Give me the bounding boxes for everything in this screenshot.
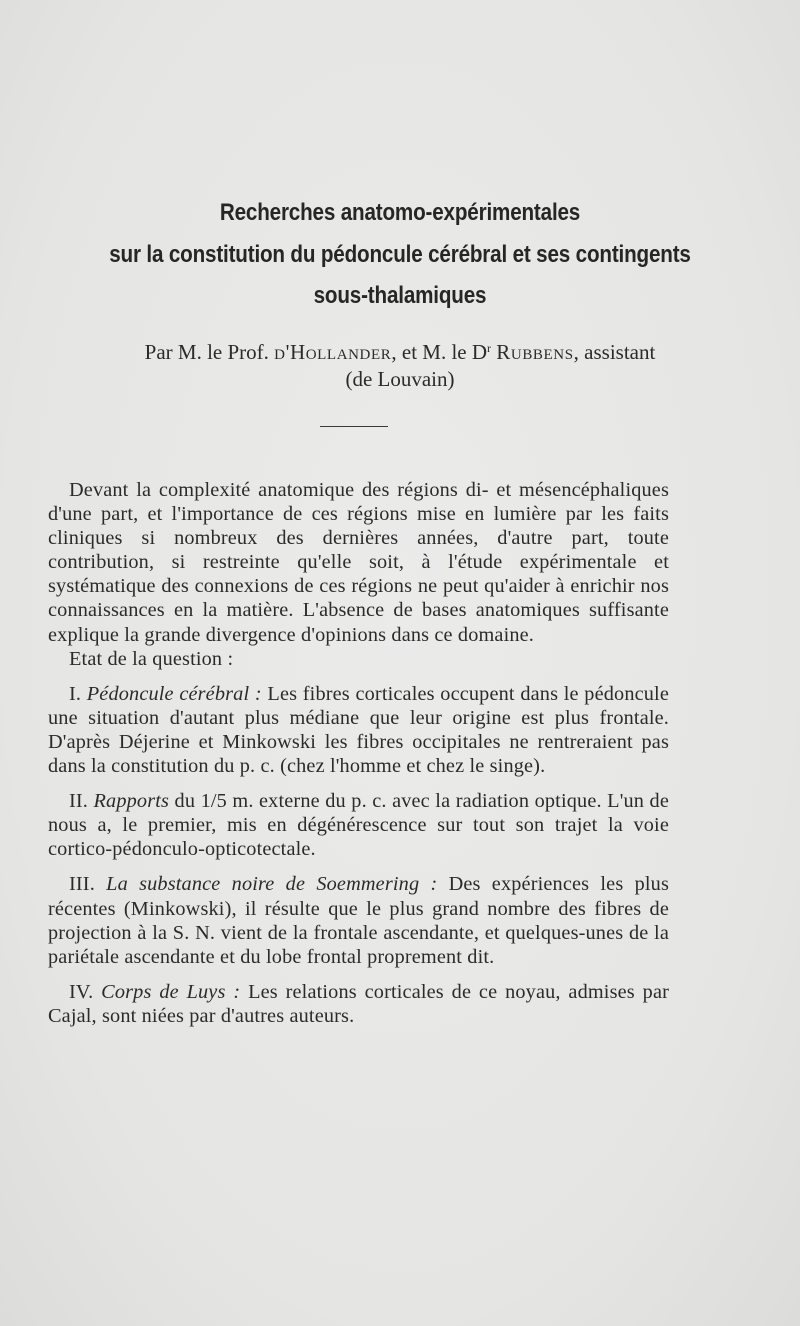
title-line-1: Recherches anatomo-expérimentales <box>219 199 581 226</box>
byline <box>0 340 800 365</box>
section-heading: Corps de Luys : <box>101 980 241 1003</box>
author-1: d'Hollander <box>274 340 392 364</box>
byline-role: , assistant <box>573 340 656 364</box>
title-line-3: sous-thalamiques <box>313 282 487 309</box>
section-1 <box>48 682 669 778</box>
section-4 <box>48 980 669 1028</box>
title-line-2: sur la constitution du pédoncule cérébral et ses contingents <box>109 241 691 268</box>
section-number: IV. <box>69 980 102 1003</box>
author-2: Rubbens <box>496 340 574 364</box>
affiliation: (de Louvain) <box>345 367 455 391</box>
section-text: du 1/5 m. externe du p. c. avec la radiation optique. L'un de nous a, le premier, mis en dégénérescence sur tout son trajet la voie cortico-pédonculo-opticotectale. <box>48 790 670 861</box>
section-heading: Rapports <box>93 790 170 813</box>
section-heading: La substance noire de Soemmering : <box>106 873 438 896</box>
section-text: Des expériences les plus récentes (Minkowski), il résulte que le plus grand nombre des fibres de projection à la S. N. vient de la frontale ascendante, et quelques-unes de la pariétale ascendante et du lobe frontal proprement dit. <box>48 873 670 968</box>
section-number: II. <box>69 790 94 813</box>
state-of-question: Etat de la question : <box>69 647 234 670</box>
section-number: I. <box>69 682 87 705</box>
dr-superscript: r <box>487 341 492 355</box>
section-text: Les fibres corticales occupent dans le pédoncule une situation d'autant plus médiane que leur origine est plus frontale. D'après Déjerine et Minkowski les fibres occipitales ne rentreraient pas dans la constitution du p. c. (chez l'homme et chez le singe). <box>48 682 669 778</box>
separator-rule <box>320 426 388 427</box>
article-body <box>48 478 669 1028</box>
byline-mid: , et M. le D <box>391 340 488 364</box>
byline-prefix: Par M. le Prof. <box>144 340 275 364</box>
intro-paragraph: Devant la complexité anatomique des régions di- et mésencéphaliques d'une part, et l'importance de ces régions mise en lumière par les faits cliniques si nombreux des dernières années, d'autre part, toute contribution, si restreinte qu'elle soit, à l'étude expérimentale et systématique des connexions de ces régions ne peut qu'aider à enrichir nos connaissances en la matière. L'absence de bases anatomiques suffisante explique la grande divergence d'opinions dans ce domaine. <box>48 479 669 646</box>
section-3 <box>48 872 669 968</box>
section-text: Les relations corticales de ce noyau, admises par Cajal, sont niées par d'autres auteurs. <box>48 980 669 1027</box>
section-2 <box>48 789 669 861</box>
section-number: III. <box>69 873 107 896</box>
section-heading: Pédoncule cérébral : <box>86 682 262 705</box>
